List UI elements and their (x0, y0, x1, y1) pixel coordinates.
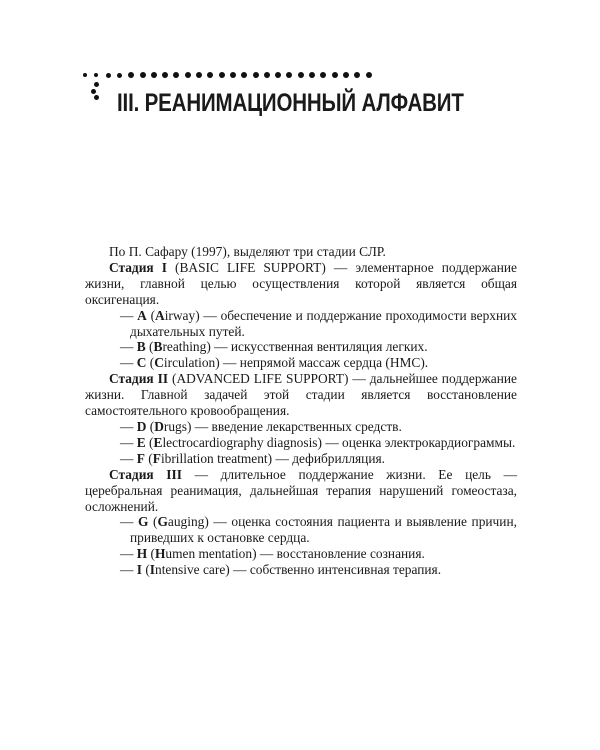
decor-dot (128, 72, 134, 78)
item-letter: C (136, 355, 147, 371)
decor-dot (230, 72, 236, 78)
item-word: Circulation (154, 355, 216, 371)
list-item: — E (Electrocardiography diagnosis) — оценка электрокардиограммы. (120, 434, 516, 450)
item-text: — оценка состояния пациента и выявление причин, приведших к остановке сердца. (130, 514, 517, 546)
item-word: Gauging (157, 514, 205, 530)
decor-dot (219, 72, 225, 78)
item-letter: G (138, 514, 149, 530)
item-word: Breathing (153, 339, 207, 355)
decor-dot (264, 72, 270, 78)
stage-1-text: (BASIC LIFE SUPPORT) — элементарное поддержание жизни, главной целью осуществления которой является общая оксигенация. (85, 259, 517, 307)
list-item: — A (Airway) — обеспечение и поддержание проходимости верхних дыхательных путей. (120, 307, 517, 339)
decor-dot (366, 72, 372, 78)
decor-dot (94, 95, 99, 100)
stage-1-label: Стадия I (109, 259, 167, 275)
stage-3-paragraph (85, 467, 517, 515)
item-letter: D (136, 418, 147, 434)
decor-dot (173, 72, 179, 78)
item-word: Drugs (154, 418, 187, 434)
item-text: — дефибрилляция. (275, 450, 386, 466)
chapter-title: III. РЕАНИМАЦИОННЫЙ АЛФАВИТ (117, 89, 464, 117)
list-item: — C (Circulation) — непрямой массаж сердца (НМС). (120, 355, 429, 371)
stage-2-list (85, 419, 517, 467)
stage-1-paragraph (85, 260, 517, 308)
decor-dot (106, 73, 111, 78)
decor-dot (286, 72, 292, 78)
decor-dot (117, 73, 122, 78)
decor-dot (320, 72, 326, 78)
page-body (85, 244, 517, 578)
decor-dot (91, 89, 96, 94)
stage-2-text: (ADVANCED LIFE SUPPORT) — дальнейшее поддержание жизни. Главной задачей этой стадии является восстановление самостоятельного кровообращения. (85, 371, 517, 419)
decor-dot (253, 72, 259, 78)
decor-dot (196, 72, 202, 78)
decor-dot (241, 72, 247, 78)
decor-dot (151, 72, 157, 78)
stage-3-label: Стадия III (109, 466, 182, 482)
item-text: — введение лекарственных средств. (194, 418, 402, 434)
item-letter: H (136, 546, 148, 562)
item-text: — обеспечение и поддержание проходимости верхних дыхательных путей. (130, 307, 517, 339)
stage-3-text: — длительное поддержание жизни. Ее цель — церебральная реанимация, дальнейшая терапия нарушений гомеостаза, осложнений. (85, 466, 517, 514)
decor-dot (140, 72, 146, 78)
stage-2-paragraph (85, 371, 517, 419)
item-letter: E (136, 434, 146, 450)
list-item: — B (Breathing) — искусственная вентиляция легких. (120, 339, 428, 355)
decor-dot (354, 72, 360, 78)
decor-dot (94, 73, 98, 77)
list-item: — H (Humen mentation) — восстановление сознания. (120, 546, 425, 562)
decor-dot (343, 72, 349, 78)
decor-dot (298, 72, 304, 78)
stage-2-label: Стадия II (109, 371, 169, 387)
list-item: — G (Gauging) — оценка состояния пациента и выявление причин, приведших к остановке сердца. (120, 514, 517, 546)
item-letter: I (136, 562, 142, 578)
item-word: Fibrillation treatment (152, 450, 268, 466)
decor-dot (94, 82, 99, 87)
decor-dot (275, 72, 281, 78)
item-text: — собственно интенсивная терапия. (233, 562, 442, 578)
decor-dot (162, 72, 168, 78)
item-word: Intensive care (149, 562, 226, 578)
decor-dot (185, 72, 191, 78)
stage-1-list (85, 308, 517, 372)
item-letter: B (136, 339, 146, 355)
item-letter: A (137, 307, 147, 323)
decor-dot (83, 73, 87, 77)
decor-dot (332, 72, 338, 78)
decor-dot (207, 72, 213, 78)
list-item: — I (Intensive care) — собственно интенсивная терапия. (120, 562, 442, 578)
item-text: — восстановление сознания. (259, 546, 425, 562)
list-item: — D (Drugs) — введение лекарственных средств. (120, 418, 402, 434)
intro-paragraph: По П. Сафару (1997), выделяют три стадии СЛР. (109, 244, 386, 259)
decor-dot (309, 72, 315, 78)
item-word: Humen mentation (154, 546, 253, 562)
item-text: — оценка электрокардиограммы. (325, 434, 516, 450)
item-text: — искусственная вентиляция легких. (214, 339, 428, 355)
stage-3-list (85, 514, 517, 578)
item-text: — непрямой массаж сердца (НМС). (223, 355, 429, 371)
list-item: — F (Fibrillation treatment) — дефибрилляция. (120, 450, 386, 466)
item-word: Airway (155, 307, 196, 323)
item-letter: F (136, 450, 145, 466)
item-word: Electrocardiography diagnosis (153, 434, 318, 450)
